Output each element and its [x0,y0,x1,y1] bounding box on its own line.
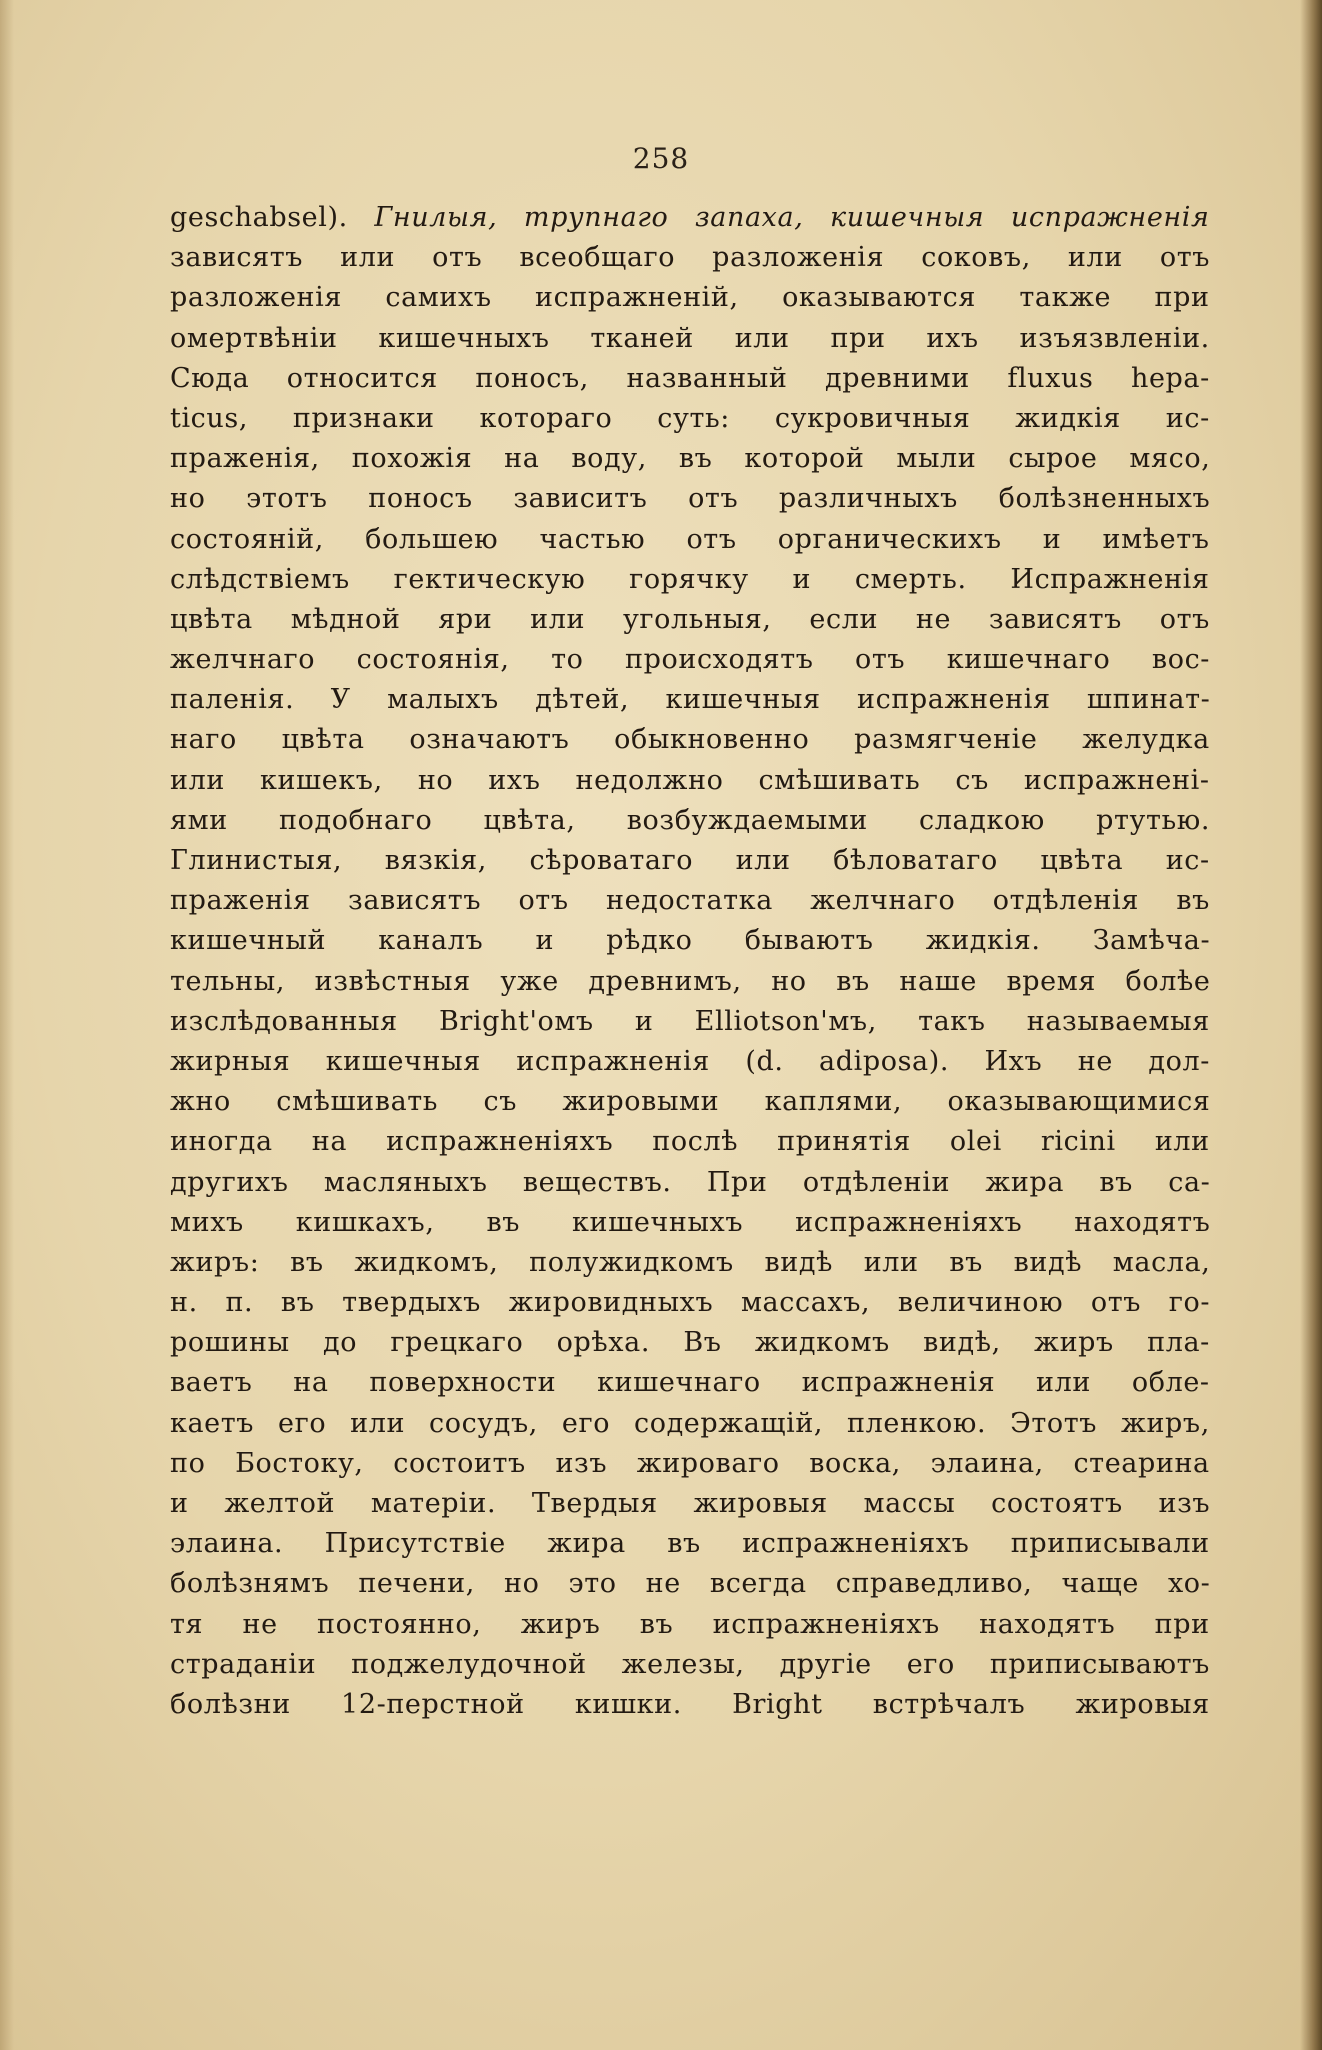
body-text [170,198,1210,1725]
text-line [170,640,1210,680]
text-line [170,1203,1210,1243]
text-line [170,278,1210,318]
text-line-plain: михъ кишкахъ, въ кишечныхъ испражненіяхъ находятъ [170,1206,1210,1238]
text-line-plain: иногда на испражненіяхъ послѣ принятія olei ricini или [170,1126,1210,1158]
text-line-plain: и желтой матеріи. Твердыя жировыя массы состоятъ изъ [170,1488,1210,1519]
text-line-plain: элаина. Присутствіе жира въ испражненіяхъ приписывали [170,1528,1210,1560]
text-line [170,520,1210,560]
text-line-plain: праженія, похожія на воду, въ которой мыли сырое мясо, [170,443,1210,475]
text-line-plain: жирныя кишечныя испражненія (d. adiposa). Ихъ не дол- [170,1045,1210,1077]
text-line-plain: рошины до грецкаго орѣха. Въ жидкомъ видѣ, жиръ пла- [170,1327,1210,1359]
text-line-italic: Гнилыя, трупнаго запаха, кишечныя испражненія [374,202,1210,233]
text-line-plain: или кишекъ, но ихъ недолжно смѣшивать съ испражнені- [170,764,1210,796]
text-line-plain: зависятъ или отъ всеобщаго разложенія соковъ, или отъ [170,242,1210,274]
text-line [170,962,1210,1002]
text-line [170,1645,1210,1685]
text-line-plain: болѣзнямъ печени, но это не всегда справедливо, чаще хо- [170,1568,1210,1600]
text-line [170,479,1210,519]
text-line [170,1002,1210,1042]
text-line-plain: разложенія самихъ испражненій, оказываются также при [170,282,1210,314]
text-line [170,560,1210,600]
text-line [170,841,1210,881]
text-line [170,1283,1210,1323]
text-line [170,399,1210,439]
text-line-plain: Сюда относится поносъ, названный древними fluxus hepa- [170,362,1210,394]
text-line-plain: ваетъ на поверхности кишечнаго испражненія или обле- [170,1367,1210,1399]
text-line [170,1042,1210,1082]
text-line-plain: наго цвѣта означаютъ обыкновенно размягченіе желудка [170,724,1210,756]
text-line-plain: страданіи поджелудочной железы, другіе его приписываютъ [170,1648,1210,1680]
text-line [170,1685,1210,1725]
text-line [170,319,1210,359]
text-line [170,600,1210,640]
text-line-plain: паленія. У малыхъ дѣтей, кишечныя испражненія шпинат- [170,684,1210,716]
text-line [170,1323,1210,1363]
text-line-plain: geschabsel). [170,202,375,233]
text-line-plain: ticus, признаки котораго суть: сукровичныя жидкія ис- [170,402,1210,434]
text-line [170,1404,1210,1444]
text-line-plain: слѣдствіемъ гектическую горячку и смерть. Испражненія [170,563,1210,595]
text-line-plain: Глинистыя, вязкія, сѣроватаго или бѣловатаго цвѣта ис- [170,845,1210,876]
text-line [170,1163,1210,1203]
text-line-plain: праженія зависятъ отъ недостатка желчнаго отдѣленія въ [170,885,1210,917]
page-gutter-shadow [0,0,14,2050]
text-line [170,359,1210,399]
text-line [170,761,1210,801]
text-line-plain: жно смѣшивать съ жировыми каплями, оказывающимися [170,1086,1210,1118]
text-line [170,1082,1210,1122]
text-line [170,921,1210,961]
text-line-plain: тельны, извѣстныя уже древнимъ, но въ наше время болѣе [170,965,1210,997]
text-line [170,680,1210,720]
text-line-plain: кишечный каналъ и рѣдко бываютъ жидкія. Замѣча- [170,925,1210,957]
text-line [170,238,1210,278]
text-line [170,1484,1210,1524]
text-line [170,1444,1210,1484]
text-line-plain: желчнаго состоянія, то происходятъ отъ кишечнаго вос- [170,644,1210,676]
text-line-plain: каетъ его или сосудъ, его содержащій, пленкою. Этотъ жиръ, [170,1407,1210,1439]
text-line-plain: болѣзни 12-перстной кишки. Bright встрѣчалъ жировыя [170,1688,1210,1720]
text-line [170,198,1210,238]
text-line-plain: ями подобнаго цвѣта, возбуждаемыми сладкою ртутью. [170,804,1210,836]
text-line [170,1524,1210,1564]
text-line-plain: другихъ масляныхъ веществъ. При отдѣленіи жира въ са- [170,1166,1210,1198]
text-line [170,1243,1210,1283]
text-line-plain: жиръ: въ жидкомъ, полужидкомъ видѣ или въ видѣ масла, [170,1246,1210,1278]
text-line-plain: омертвѣніи кишечныхъ тканей или при ихъ изъязвленіи. [170,322,1210,354]
text-line [170,1605,1210,1645]
page-edge-shadow [1300,0,1322,2050]
text-line-plain: цвѣта мѣдной яри или угольныя, если не зависятъ отъ [170,603,1210,635]
text-line-plain: изслѣдованныя Bright'омъ и Elliotson'мъ, такъ называемыя [170,1005,1210,1037]
text-line [170,801,1210,841]
page-number: 258 [632,142,690,175]
text-line-plain: но этотъ поносъ зависитъ отъ различныхъ болѣзненныхъ [170,483,1210,515]
text-line [170,1122,1210,1162]
text-line [170,439,1210,479]
text-line [170,1363,1210,1403]
text-line [170,720,1210,760]
text-line-plain: тя не постоянно, жиръ въ испражненіяхъ находятъ при [170,1608,1210,1640]
text-line [170,1564,1210,1604]
text-line-plain: состояній, большею частью отъ органическихъ и имѣетъ [170,523,1210,555]
text-line-plain: по Бостоку, состоитъ изъ жироваго воска, элаина, стеарина [170,1447,1210,1479]
text-line [170,881,1210,921]
text-line-plain: н. п. въ твердыхъ жировидныхъ массахъ, величиною отъ го- [170,1287,1210,1319]
